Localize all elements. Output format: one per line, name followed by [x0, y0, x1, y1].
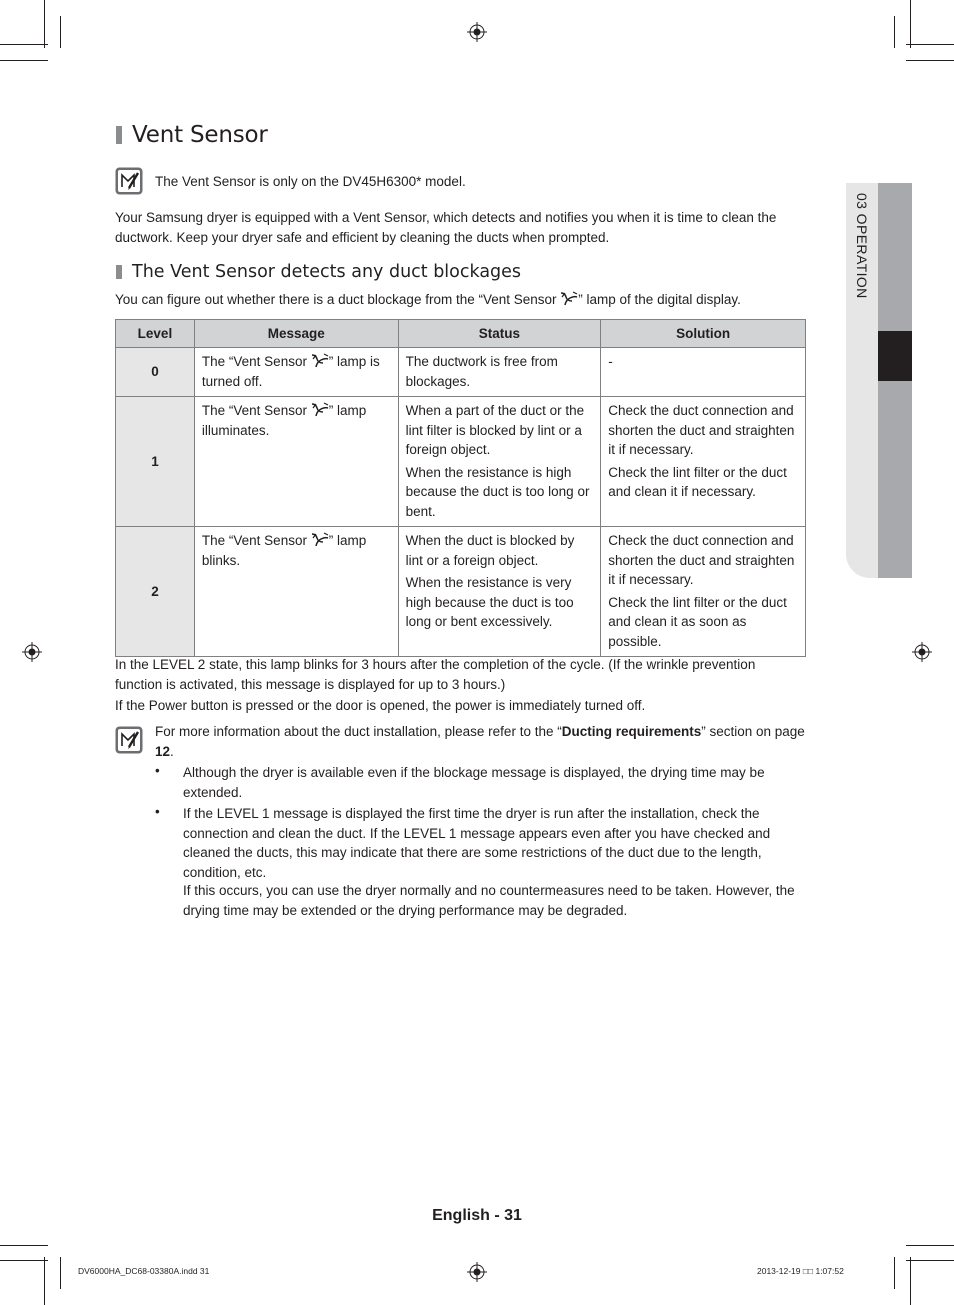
level-cell: 0	[116, 348, 195, 397]
note-text: ” section on page	[701, 724, 805, 739]
side-tab-marker	[878, 331, 912, 381]
message-cell	[194, 397, 398, 527]
chapter-label	[848, 193, 878, 313]
ducting-requirements-link: Ducting requirements	[561, 724, 702, 739]
page-number: English - 31	[432, 1207, 522, 1224]
message-text: ” lamp illuminates.	[201, 403, 367, 438]
note-icon	[115, 726, 143, 754]
date-slug: 2013-12-19 □□ 1:07:52	[757, 1266, 844, 1276]
crop-mark	[0, 60, 48, 61]
registration-mark-icon	[467, 22, 487, 42]
header-status: Status	[398, 320, 601, 348]
solution-cell	[601, 348, 806, 397]
solution-text: -	[608, 354, 613, 369]
section-title: Vent Sensor	[132, 122, 268, 148]
header-message: Message	[194, 320, 398, 348]
page-reference: 12	[155, 743, 171, 759]
note-text: .	[170, 743, 174, 759]
crop-mark	[44, 0, 45, 48]
vent-sensor-icon	[311, 532, 329, 548]
registration-mark-icon	[22, 642, 42, 662]
status-text: When the resistance is high because the duct is too long or bent.	[405, 464, 590, 519]
solution-cell	[601, 397, 806, 527]
vent-sensor-icon	[560, 291, 578, 307]
crop-mark	[60, 16, 61, 48]
vent-sensor-table	[115, 319, 806, 657]
bullet-text: If the LEVEL 1 message is displayed the first time the dryer is run after the installation, check the connection and clean the duct. If the LEVEL 1 message appears even after you have checked and cleaned the ducts, this may indicate that there are some restrictions of the duct due to the length, condition, etc.	[183, 806, 771, 880]
crop-mark	[910, 0, 911, 48]
table-row	[116, 348, 806, 397]
level-cell: 2	[116, 527, 195, 657]
crop-mark	[910, 1257, 911, 1305]
registration-mark-icon	[467, 1262, 487, 1282]
power-paragraph: If the Power button is pressed or the door is opened, the power is immediately turned off.	[115, 698, 646, 713]
crop-mark	[0, 1245, 48, 1246]
message-text: The “Vent Sensor	[201, 403, 311, 418]
crop-mark	[894, 16, 895, 48]
note-icon	[115, 167, 143, 195]
status-text: The ductwork is free from blockages.	[405, 354, 558, 389]
vent-sensor-icon	[311, 402, 329, 418]
subsection-description	[115, 290, 741, 310]
file-slug: DV6000HA_DC68-03380A.indd 31	[78, 1266, 210, 1276]
description-text-before: You can figure out whether there is a duct blockage from the “Vent Sensor	[115, 292, 561, 307]
status-cell	[398, 348, 601, 397]
level-cell: 1	[116, 397, 195, 527]
solution-text: Check the lint filter or the duct and clean it if necessary.	[608, 464, 787, 499]
status-cell	[398, 527, 601, 657]
solution-text: Check the duct connection and shorten the duct and straighten it if necessary.	[608, 533, 795, 587]
header-level: Level	[116, 320, 195, 348]
crop-mark	[44, 1257, 45, 1305]
status-cell	[398, 397, 601, 527]
bullet-symbol: •	[155, 763, 160, 778]
table-row	[116, 397, 806, 527]
message-text: ” lamp is turned off.	[201, 354, 380, 389]
bullet-text: Although the dryer is available even if the blockage message is displayed, the drying time may be extended.	[183, 765, 765, 800]
crop-mark	[0, 44, 48, 45]
level-2-paragraph: In the LEVEL 2 state, this lamp blinks for 3 hours after the completion of the cycle. (If the wrinkle prevention function is activated, this message is displayed for up to 3 hours.)	[115, 657, 756, 692]
message-text: The “Vent Sensor	[201, 533, 311, 548]
crop-mark	[0, 1260, 48, 1261]
note-text: For more information about the duct installation, please refer to the “	[155, 724, 562, 739]
vent-sensor-icon	[311, 353, 329, 369]
ducting-note	[155, 722, 805, 761]
status-text: When a part of the duct or the lint filter is blocked by lint or a foreign object.	[405, 403, 585, 457]
status-text: When the duct is blocked by lint or a foreign object.	[405, 533, 575, 568]
crop-mark	[906, 1245, 954, 1246]
crop-mark	[60, 1257, 61, 1289]
subsection-title: The Vent Sensor detects any duct blockages	[132, 262, 522, 282]
message-cell	[194, 527, 398, 657]
note-text: The Vent Sensor is only on the DV45H6300* model.	[155, 174, 466, 189]
registration-mark-icon	[912, 642, 932, 662]
bullet-text-continued: If this occurs, you can use the dryer normally and no countermeasures need to be taken. However, the drying time may be extended or the drying performance may be degraded.	[183, 883, 795, 918]
chapter-label-text: 03 OPERATION	[854, 193, 870, 299]
header-solution: Solution	[601, 320, 806, 348]
crop-mark	[906, 44, 954, 45]
message-text: ” lamp blinks.	[201, 533, 367, 568]
heading-marker	[116, 265, 122, 279]
description-text-after: ” lamp of the digital display.	[578, 292, 741, 307]
section-heading	[116, 122, 268, 148]
crop-mark	[906, 1260, 954, 1261]
status-text: When the resistance is very high because the duct is too long or bent excessively.	[405, 575, 574, 629]
intro-paragraph: Your Samsung dryer is equipped with a Vent Sensor, which detects and notifies you when it is time to clean the ductwork. Keep your dryer safe and efficient by cleaning the ducts when prompted.	[115, 210, 777, 245]
subsection-heading	[116, 262, 521, 282]
crop-mark	[894, 1257, 895, 1289]
solution-text: Check the lint filter or the duct and clean it as soon as possible.	[608, 594, 787, 649]
heading-marker	[116, 126, 122, 144]
bullet-symbol: •	[155, 804, 160, 819]
solution-text: Check the duct connection and shorten the duct and straighten it if necessary.	[608, 403, 795, 457]
table-row	[116, 527, 806, 657]
table-header-row	[116, 320, 806, 348]
solution-cell	[601, 527, 806, 657]
message-text: The “Vent Sensor	[201, 354, 311, 369]
message-cell	[194, 348, 398, 397]
crop-mark	[906, 60, 954, 61]
